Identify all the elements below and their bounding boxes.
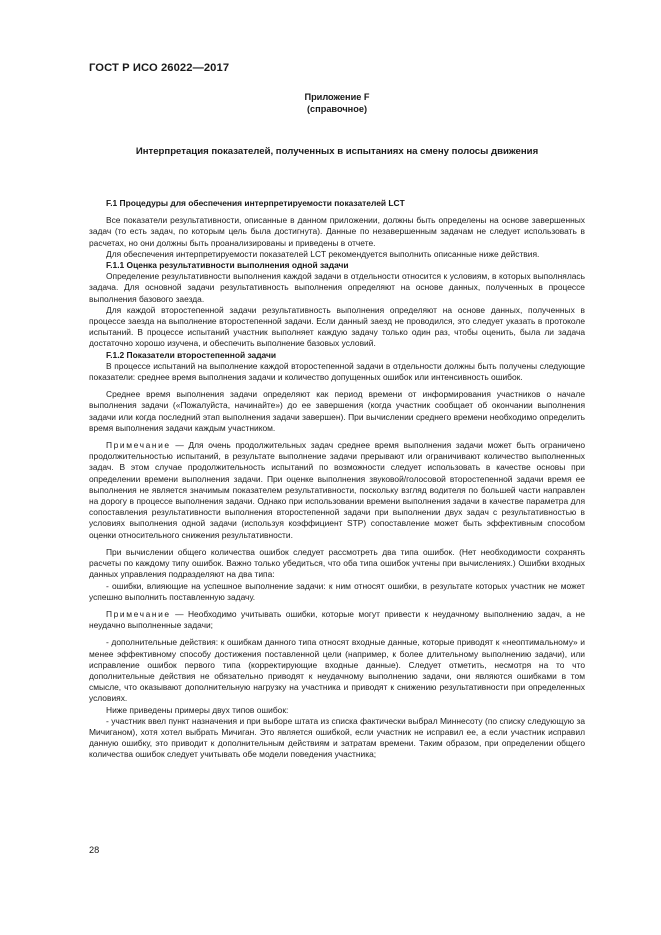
note-label: Примечание xyxy=(106,440,171,451)
paragraph: При вычислении общего количества ошибок следует рассмотреть два типа ошибок. (Нет необходимости сохранять расчеты по каждому типу ошибок. Важно только убедиться, что оба типа ошибок учтены при вычислениях.) Ошибки входных данных управления подразделяют на два типа: xyxy=(89,546,585,580)
paragraph: Все показатели результативности, описанные в данном приложении, должны быть определены на основе завершенных задач (то есть задач, по которым цель была достигнута). Данные по незавершенным задачам не следует использовать в расчетах, но они должны быть проанализированы и приведены в отчете. xyxy=(89,215,585,248)
paragraph: Для каждой второстепенной задачи результативность выполнения определяют на основе данных, полученных в процессе заезда на выполнение второстепенной задачи. Если данный заезд не проводился, это следует указать в протоколе испытаний. В процессе испытаний участник выполняет каждую задачу только один раз, чтобы оценить, была ли задача достаточно хорошо изучена, и обеспечить выполнение базовых условий. xyxy=(89,304,585,349)
section-heading-f11: F.1.1 Оценка результативности выполнения одной задачи xyxy=(106,260,349,271)
paragraph: В процессе испытаний на выполнение каждой второстепенной задачи в отдельности должны быть получены следующие показатели: среднее время выполнения задачи и количество допущенных ошибок или интенсивность ошибок. xyxy=(89,360,585,383)
list-item: - участник ввел пункт назначения и при выборе штата из списка фактически выбрал Миннесоту (по списку следующую за Мичиганом), хотя хотел выбрать Мичиган. Это является ошибкой, если участник не исправил ее, а если участник исправил данную ошибку, это приводит к дополнительным действиям и затратам времени. Таким образом, при определении общего количества ошибок следует учитывать обе модели поведения участника; xyxy=(89,715,585,760)
document-body xyxy=(89,198,585,761)
paragraph: Для обеспечения интерпретируемости показателей LCT рекомендуется выполнить описанные ниже действия. xyxy=(106,248,540,259)
main-title: Интерпретация показателей, полученных в испытаниях на смену полосы движения xyxy=(135,146,539,157)
standard-header: ГОСТ Р ИСО 26022—2017 xyxy=(89,62,230,74)
note-label: Примечание xyxy=(106,608,171,619)
list-item: - дополнительные действия: к ошибкам данного типа относят входные данные, которые приводят к «неоптимальному» и менее эффективному способу достижения поставленной цели (например, к более длительному выполнению задачи), или исправление ошибок первого типа (корректирующие входные данные). Следует отметить, несмотря на то что дополнительные действия не обязательно приводят к неудачному выполнению задачи, они являются ошибками в том смысле, что оказывают дополнительную нагрузку на участника и приводят к снижению результативности при определенных условиях. xyxy=(89,637,585,704)
note-text: — Необходимо учитывать ошибки, которые могут привести к неудачному выполнению задач, а не неудачно выполненные задачи; xyxy=(89,608,585,631)
annex-title: Приложение F xyxy=(304,92,370,102)
annex-heading xyxy=(89,91,585,115)
note-text: — Для очень продолжительных задач среднее время выполнения задачи может быть ограничено продолжительностью испытаний, в результате выполнение задачи прерывают или ограничивают количество выполненных задач. В этом случае продолжительность испытаний по возможности следует использовать в качестве основы при определении времени выполнения задачи. При оценке выполнения звуковой/голосовой второстепенной задачи время ее выполнения не является значимым показателем результативности, поскольку взгляд водителя по большей части направлен на дорогу в процессе выполнения задачи. Однако при использовании времени выполнения задачи в качестве параметра для сопоставления результативности выполнения второстепенной задачи при выполнении двух задач с результативностью в условиях выполнения одной задачи (используя коэффициент STP) сопоставление может быть эффективным способом оценки относительного снижения результативности. xyxy=(89,440,585,540)
paragraph: Определение результативности выполнения каждой задачи в отдельности относится к условиям, в которых выполнялась задача. Для основной задачи результативность выполнения определяют на основе данных, полученных в процессе выполнения базового заезда. xyxy=(89,271,585,304)
section-heading-f1: F.1 Процедуры для обеспечения интерпретируемости показателей LCT xyxy=(106,198,405,208)
annex-status: (справочное) xyxy=(306,104,367,114)
note-paragraph xyxy=(89,440,585,541)
note-paragraph xyxy=(89,609,585,631)
paragraph: Среднее время выполнения задачи определяют как период времени от информирования участников о начале выполнения задачи («Пожалуйста, начинайте») до ее завершения (когда участник сообщает об окончании выполнения задачи или когда последний этап выполнения задачи завершен). При вычислении среднего времени необходимо определить время выполнения задачи каждым участником. xyxy=(89,389,585,433)
list-item: - ошибки, влияющие на успешное выполнение задачи: к ним относят ошибки, в результате которых участник не может успешно выполнить поставленную задачу. xyxy=(89,580,585,602)
page-number: 28 xyxy=(89,845,100,855)
section-heading-f12: F.1.2 Показатели второстепенной задачи xyxy=(106,349,277,360)
paragraph: Ниже приведены примеры двух типов ошибок: xyxy=(106,704,289,715)
